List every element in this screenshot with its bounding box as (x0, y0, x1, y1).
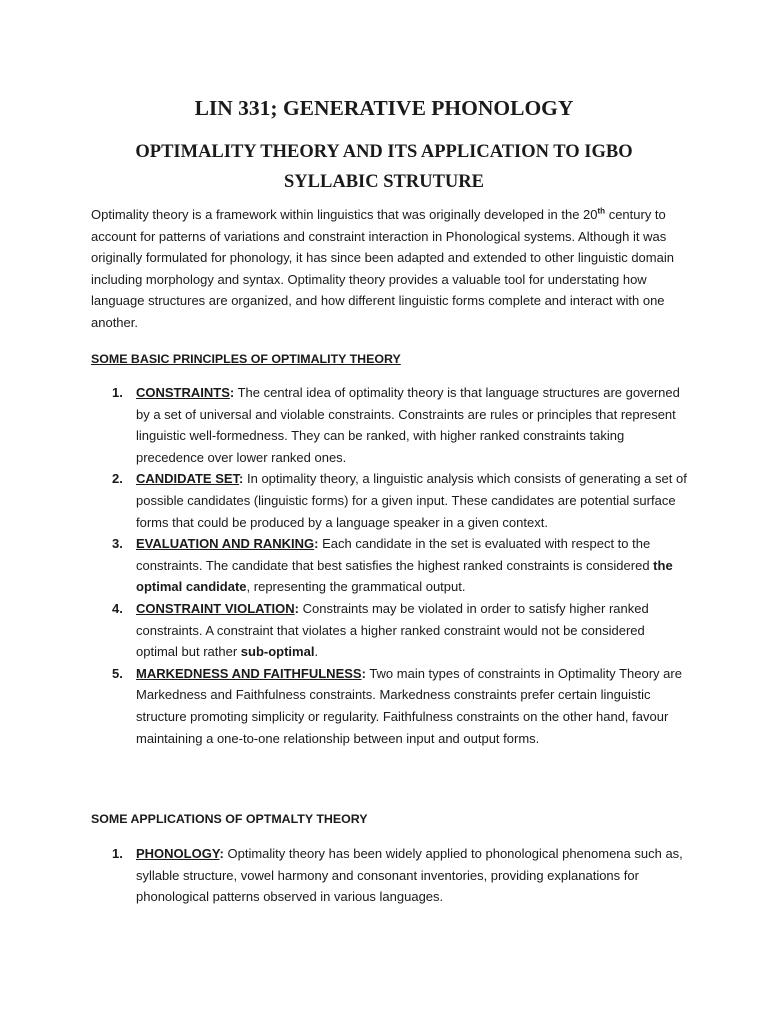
item-colon: : (219, 846, 224, 861)
item-bold-phrase: sub-optimal (240, 644, 315, 660)
item-number: 1. (112, 846, 123, 861)
item-text-end: , representing the grammatical output. (246, 579, 466, 595)
item-number: 3. (112, 536, 123, 552)
item-colon: : (294, 600, 299, 616)
item-term: EVALUATION AND RANKING (136, 536, 315, 552)
intro-paragraph (91, 204, 689, 334)
list-item (91, 533, 689, 598)
item-colon: : (229, 385, 235, 400)
item-number: 5. (112, 665, 123, 681)
ordinal-superscript: th (597, 206, 606, 216)
list-item (91, 598, 689, 663)
document-subtitle: OPTIMALITY THEORY AND ITS APPLICATION TO IGBO SYLLABIC STRUTURE (135, 142, 633, 192)
applications-list (91, 843, 689, 908)
item-text: Each candidate in the set is evaluated with respect to the constraints. The candidate that best satisfies the highest ranked constraints is considered (136, 536, 654, 573)
item-term: CANDIDATE SET (136, 471, 240, 487)
principles-heading: SOME BASIC PRINCIPLES OF OPTIMALITY THEORY (91, 352, 401, 366)
item-number: 1. (112, 385, 123, 400)
item-text: In optimality theory, a linguistic analysis which consists of generating a set of possible candidates (linguistic forms) for a given input. These candidates are potential surface forms that could be produced by a language speaker in a given context. (136, 471, 687, 530)
item-number: 2. (112, 471, 123, 487)
item-term: MARKEDNESS AND FAITHFULNESS (136, 665, 362, 681)
document-title: LIN 331; GENERATIVE PHONOLOGY (194, 96, 574, 120)
principles-list (91, 382, 689, 749)
list-item (91, 843, 689, 908)
intro-text: Optimality theory is a framework within linguistics that was originally developed in the 20 (91, 207, 598, 222)
applications-heading: SOME APPLICATIONS OF OPTMALTY THEORY (91, 812, 368, 826)
intro-text-continued: century to account for patterns of variations and constraint interaction in Phonological systems. Although it was originally formulated for phonology, it has since been adapted and extended to other linguistic domain including morphology and syntax. Optimality theory provides a valuable tool for understating how language structures are organized, and how different linguistic forms complete and interact with one another. (91, 207, 674, 330)
item-text: The central idea of optimality theory is that language structures are governed by a set of universal and violable constraints. Constraints are rules or principles that represent linguistic well-formedness. They can be ranked, with higher ranked constraints taking precedence over lower ranked ones. (136, 385, 680, 465)
list-item (91, 382, 689, 468)
item-text-end: . (314, 644, 319, 660)
item-term: CONSTRAINT VIOLATION (136, 600, 295, 616)
item-text: Two main types of constraints in Optimality Theory are Markedness and Faithfulness constraints. Markedness constraints prefer certain linguistic structure promoting simplicity or regularity. Faithfulness constraints on the other hand, favour maintaining a one-to-one relationship between input and output forms. (136, 665, 682, 746)
list-item (91, 663, 689, 749)
item-bold-phrase: the optimal candidate (136, 557, 673, 595)
item-term: CONSTRAINTS (136, 385, 230, 400)
item-term: PHONOLOGY (136, 846, 220, 861)
item-colon: : (314, 536, 319, 552)
item-text: Optimality theory has been widely applied to phonological phenomena such as, syllable structure, vowel harmony and consonant inventories, providing explanations for phonological patterns observed in various languages. (136, 846, 683, 905)
item-colon: : (361, 665, 366, 681)
item-text: Constraints may be violated in order to satisfy higher ranked constraints. A constraint that violates a higher ranked constraint would not be considered optimal but rather (136, 600, 649, 660)
item-colon: : (239, 471, 244, 487)
list-item (91, 468, 689, 533)
item-number: 4. (112, 600, 123, 616)
